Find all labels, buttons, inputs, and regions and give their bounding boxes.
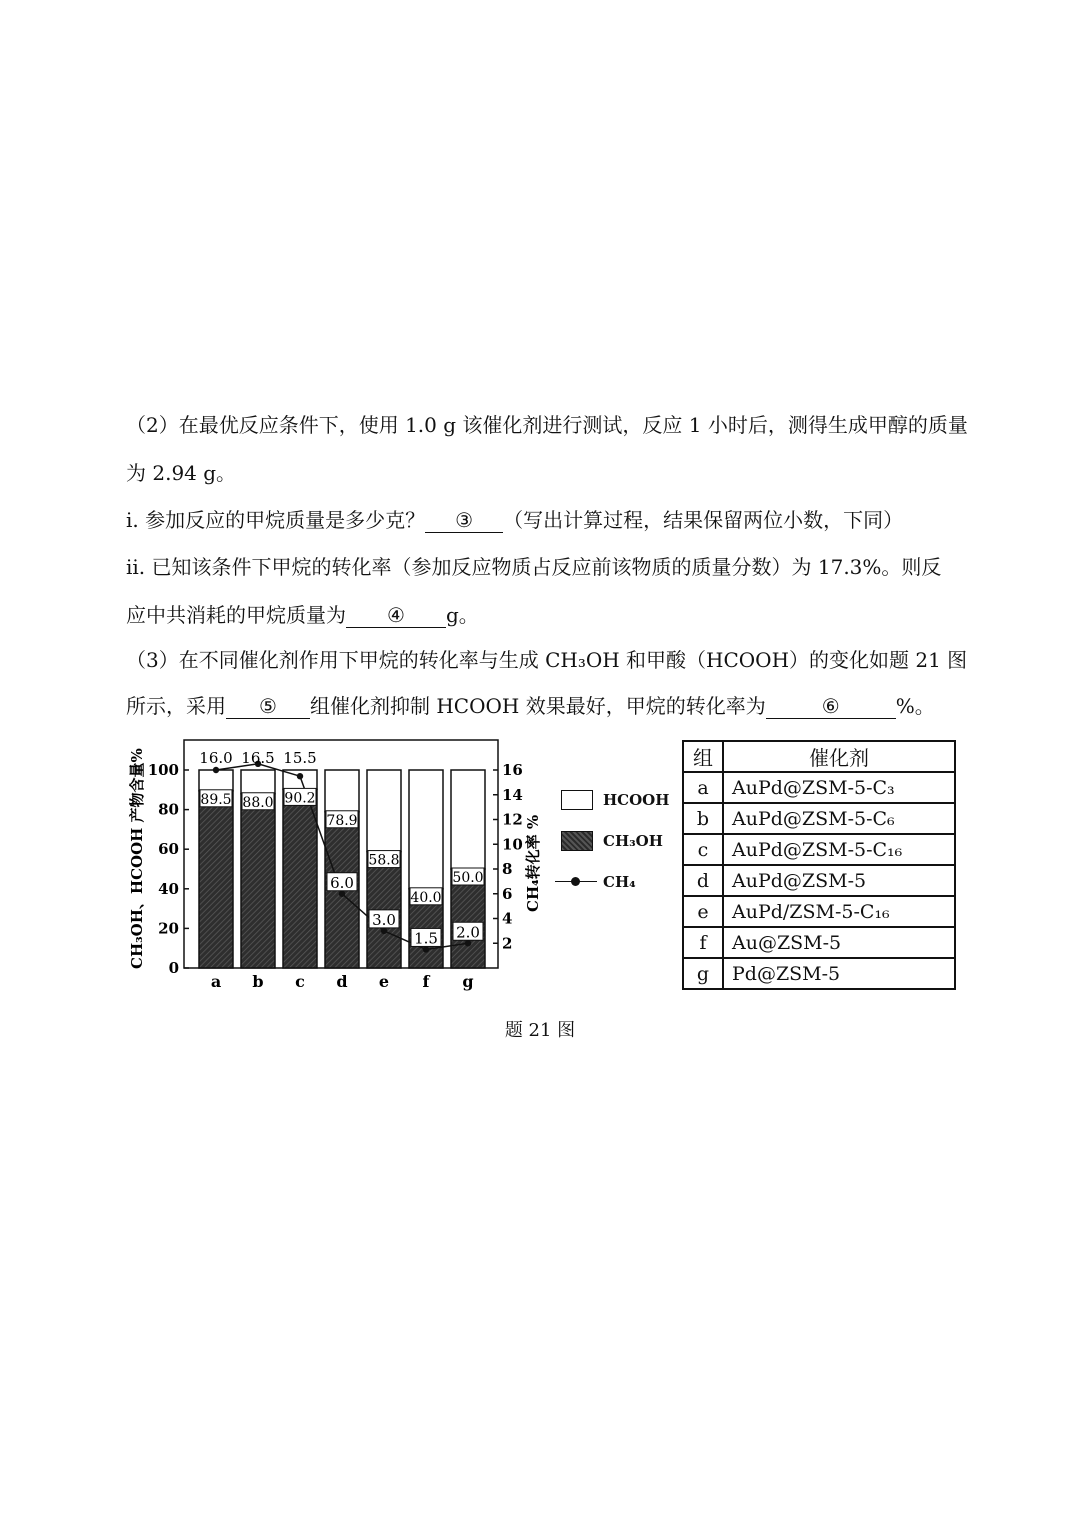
q2-i-line xyxy=(126,506,962,534)
q3-text-b: 组催化剂抑制 HCOOH 效果最好，甲烷的转化率为 xyxy=(310,694,766,718)
table-row xyxy=(683,927,955,958)
q3-line2 xyxy=(126,692,962,720)
y-right-tick-label: 14 xyxy=(502,785,523,804)
y-right-tick-label: 2 xyxy=(502,934,513,953)
ch4-value-label: 3.0 xyxy=(372,910,396,929)
answer-blank-6[interactable]: ⑥ xyxy=(766,694,896,719)
x-tick-label: a xyxy=(210,972,222,991)
table-cell-catalyst: Pd@ZSM-5 xyxy=(723,958,955,989)
table-cell-group: g xyxy=(683,958,723,989)
table-cell-group: c xyxy=(683,834,723,865)
ch4-value-label: 16.0 xyxy=(199,749,233,767)
q2-ii-line1: ii. 已知该条件下甲烷的转化率（参加反应物质占反应前该物质的质量分数）为 17.3%。则反 xyxy=(126,555,942,579)
q3-text-a: 所示，采用 xyxy=(126,694,226,718)
table-cell-group: a xyxy=(683,772,723,803)
table-row xyxy=(683,896,955,927)
table-cell-catalyst: AuPd@ZSM-5-C₃ xyxy=(723,772,955,803)
ch4-value-label: 6.0 xyxy=(330,873,354,892)
table-cell-catalyst: AuPd@ZSM-5-C₆ xyxy=(723,803,955,834)
ch4-point xyxy=(297,773,303,779)
table-row xyxy=(683,834,955,865)
y-left-tick-label: 20 xyxy=(158,919,179,938)
ch4-value-label: 16.5 xyxy=(241,749,275,767)
table-cell-catalyst: Au@ZSM-5 xyxy=(723,927,955,958)
bar-ch3oh xyxy=(199,791,233,968)
bar-value-label: 40.0 xyxy=(410,889,442,906)
ch4-point xyxy=(213,767,219,773)
table-row xyxy=(683,803,955,834)
y-left-tick-label: 80 xyxy=(158,800,179,819)
bar-value-label: 90.2 xyxy=(284,790,316,807)
bar-hcooh xyxy=(367,770,401,852)
ch4-value-label: 15.5 xyxy=(283,749,317,767)
legend-ch3oh-label: CH₃OH xyxy=(603,832,663,850)
y-right-tick-label: 8 xyxy=(502,860,513,878)
y-left-tick-label: 0 xyxy=(168,959,179,977)
bar-ch3oh xyxy=(283,789,317,968)
bar-value-label: 89.5 xyxy=(200,791,232,808)
bar-hcooh xyxy=(325,770,359,812)
x-tick-label: d xyxy=(336,972,348,991)
figure-caption: 题 21 图 xyxy=(504,1020,576,1041)
answer-blank-4[interactable]: ④ xyxy=(346,603,446,628)
x-tick-label: e xyxy=(378,972,390,991)
y-right-tick-label: 12 xyxy=(502,810,523,829)
table-header-catalyst: 催化剂 xyxy=(723,741,955,772)
bar-hcooh xyxy=(451,770,485,869)
legend-ch4-marker xyxy=(571,877,580,886)
q2-ii-line2 xyxy=(126,601,962,629)
q2-intro-line2: 为 2.94 g。 xyxy=(126,461,237,485)
bar-hcooh xyxy=(241,770,275,794)
table-header-row xyxy=(683,741,955,772)
answer-blank-5[interactable]: ⑤ xyxy=(226,694,310,719)
bar-value-label: 58.8 xyxy=(368,852,400,869)
table-cell-group: e xyxy=(683,896,723,927)
table-cell-catalyst: AuPd@ZSM-5 xyxy=(723,865,955,896)
table-row xyxy=(683,865,955,896)
x-tick-label: g xyxy=(462,972,474,991)
table-cell-group: f xyxy=(683,927,723,958)
answer-blank-3[interactable]: ③ xyxy=(425,508,503,533)
table-cell-catalyst: AuPd@ZSM-5-C₁₆ xyxy=(723,834,955,865)
legend-ch3oh-swatch xyxy=(561,831,593,851)
bar-value-label: 78.9 xyxy=(326,812,358,829)
x-tick-label: b xyxy=(252,972,264,991)
bar-value-label: 50.0 xyxy=(452,870,484,886)
x-tick-label: f xyxy=(422,972,430,991)
q2-ii-unit: g。 xyxy=(446,603,479,627)
catalyst-table xyxy=(682,740,956,990)
table-row xyxy=(683,958,955,989)
q2-ii-text: 应中共消耗的甲烷质量为 xyxy=(126,603,346,627)
y-axis-right-label: CH₄转化率 % xyxy=(524,814,542,912)
table-row xyxy=(683,772,955,803)
table-cell-group: d xyxy=(683,865,723,896)
q3-text-c: %。 xyxy=(895,694,935,718)
q2-i-note: （写出计算过程，结果保留两位小数，下同） xyxy=(503,508,904,532)
bar-ch3oh xyxy=(241,794,275,968)
bar-value-label: 88.0 xyxy=(242,794,274,811)
x-tick-label: c xyxy=(295,972,305,991)
q3-line1: （3）在不同催化剂作用下甲烷的转化率与生成 CH₃OH 和甲酸（HCOOH）的变化如题 21 图 xyxy=(126,648,968,672)
y-left-tick-label: 100 xyxy=(147,761,179,779)
table-cell-catalyst: AuPd/ZSM-5-C₁₆ xyxy=(723,896,955,927)
ch4-value-label: 2.0 xyxy=(456,923,480,942)
catalyst-chart xyxy=(120,735,550,1000)
y-left-tick-label: 60 xyxy=(158,840,179,859)
bar-hcooh xyxy=(409,770,443,889)
y-right-tick-label: 10 xyxy=(502,835,523,854)
table-header-group: 组 xyxy=(683,741,723,772)
y-right-tick-label: 4 xyxy=(502,909,513,928)
legend-hcooh-label: HCOOH xyxy=(603,791,670,809)
q2-i-text: i. 参加反应的甲烷质量是多少克？ xyxy=(126,508,426,532)
y-axis-left-label: CH₃OH、HCOOH 产物含量% xyxy=(128,748,146,969)
y-right-tick-label: 16 xyxy=(502,761,523,779)
y-left-tick-label: 40 xyxy=(158,879,179,898)
table-cell-group: b xyxy=(683,803,723,834)
ch4-value-label: 1.5 xyxy=(414,929,438,948)
legend-ch4-label: CH₄ xyxy=(603,873,636,891)
legend-hcooh-swatch xyxy=(561,790,593,810)
y-right-tick-label: 6 xyxy=(502,884,513,903)
q2-intro-line1: （2）在最优反应条件下，使用 1.0 g 该催化剂进行测试，反应 1 小时后，测得生成甲醇的质量 xyxy=(126,413,968,437)
